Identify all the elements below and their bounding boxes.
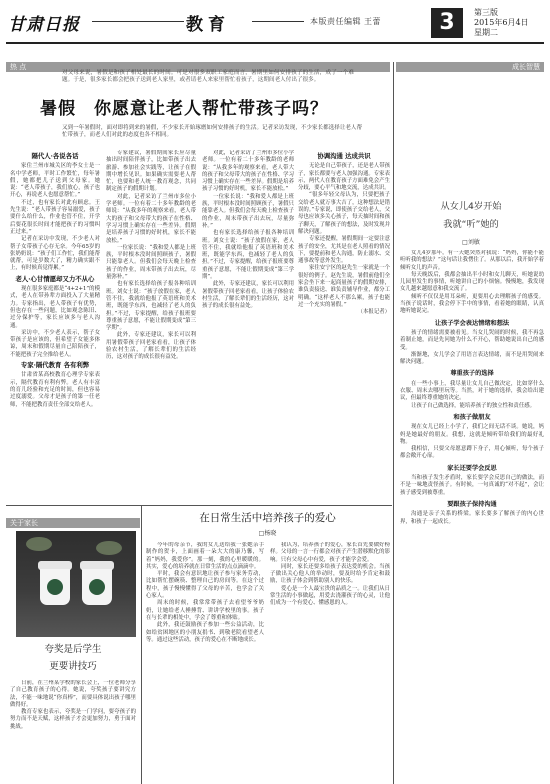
right-headline-line: 我就“听”她的	[443, 219, 499, 230]
edition-info	[474, 8, 544, 38]
masthead-rule	[6, 42, 544, 44]
paragraph: 记者在采访中发现，不少老人对帮子女带孩子心存无奈。今年65岁的张奶奶说：“孩子们工作忙，我们能帮就帮，可是岁数大了，精力确实跟不上，有时候真觉得累。”	[10, 236, 100, 272]
paragraph: 教育专家也表示，夸奖是一门学问，要夸孩子的努力而不是天赋，这样孩子才会更加努力，勇于面对挑战。	[10, 709, 136, 730]
paragraph: 专家建议，暑假期间家长应尽量抽出时间陪伴孩子，比如带孩子出去旅游、参加社会实践等，让孩子在假期中增长见识。如果确实需要老人帮忙，也要和老人统一教育观念，共同制定孩子的假期计划。	[106, 150, 196, 193]
paragraph: 无论是自己带孩子，还是老人带孩子，家长都要与老人加强沟通。专家表示，两代人在教育孩子方面难免会产生分歧，要心平气和地交流，达成共识。	[298, 163, 390, 192]
subhead: 协调沟通 达成共识	[317, 152, 371, 160]
right-byline: □刘敏	[462, 239, 480, 246]
subhead: 家长还要学会反思	[447, 464, 497, 472]
secondary-headline	[18, 641, 128, 675]
right-headline	[398, 198, 544, 234]
essay-column-2	[270, 542, 390, 782]
paragraph: 同时，家长还要多给孩子表达爱的机会。当孩子做出关心他人的举动时，要及时给予肯定和鼓励，让孩子体会到帮助别人的快乐。	[270, 563, 390, 585]
page-number-badge: 3	[431, 8, 463, 38]
cup-logo	[47, 579, 63, 595]
paragraph: 家住兰州市城关区的李女士是一名中学老师，平时工作繁忙，每年暑假，她都把儿子送到父母家。她说：“老人带孩子，我们放心，孩子也开心，再说老人也愿意帮忙。”	[10, 163, 100, 199]
section-label-hot: 热 点	[6, 62, 390, 72]
coffee-cups-photo	[16, 531, 136, 637]
issue-date: 2015年6月4日	[474, 18, 529, 27]
essay-column-1	[146, 542, 264, 782]
paragraph: 甘肃省某高校教育心理学专家表示，隔代教育有利有弊。老人有丰富的育儿经验和充足的时间，但也容易过度溺爱。父母才是孩子的第一任老师，不能把教育责任全部交给老人。	[10, 372, 100, 408]
paragraph: 平时，我会有意识地让孩子参与家务劳动，比如帮忙摆碗筷、整理自己的房间等。在这个过程中，孩子慢慢懂得了父母的辛苦，也学会了关心家人。	[146, 571, 264, 600]
secondary-headline-line: 夸奖是后学生	[44, 644, 102, 655]
paragraph: 日前，在兰州某学校的家长会上，一位老师分享了自己教育孩子的心得。她说，夸奖孩子要讲究方法，不能一味地说“你真棒”，而要具体说出孩子哪里做得好。	[10, 680, 136, 708]
paragraph: 周末的时候，我常常带孩子去看望爷爷奶奶，让她给老人捶捶背、讲讲学校里的事。孩子在与长辈的相处中，学会了尊重和体贴。	[146, 600, 264, 621]
paragraph: 也有家长选择给孩子报各种培训班。刘女士说：“孩子放假在家，老人管不住，我就给他报了英语班和美术班，既能学东西，也减轻了老人的负担。”不过，专家提醒，给孩子报班要尊重孩子意愿，不能让假期变成“第三学期”。	[202, 230, 294, 281]
paragraph: 专家还提醒，暑假期间一定要注意孩子的安全，尤其是在老人照看的情况下，要提前和老人沟通，防止溺水、交通事故等意外发生。	[298, 236, 390, 265]
paragraph: 爱心是一个人最宝贵的品质之一。让我们从日常生活的小事做起，用爱去浇灌孩子的心灵，让他们成为一个有爱心、懂感恩的人。	[270, 585, 390, 607]
subhead: 让孩子学会表达情绪和想法	[434, 319, 510, 327]
right-headline-line: 从女儿4岁开始	[440, 201, 502, 212]
subhead: 要跟孩子保持沟通	[447, 500, 497, 508]
section-divider	[6, 505, 392, 506]
subhead: 专家·隔代教育 各有利弊	[20, 361, 90, 370]
essay-byline: □杨晓	[258, 530, 277, 537]
issue-weekday: 星期二	[474, 28, 498, 37]
paragraph: 渐渐地，女儿学会了用语言表达情绪，而不是用哭闹来解决问题。	[400, 351, 544, 366]
secondary-headline-line: 更要讲技巧	[49, 661, 97, 672]
subhead: 尊重孩子的选择	[450, 370, 494, 378]
paragraph: 现在女儿已经上小学了，我们之间无话不谈。她说，妈妈是她最好的朋友。我想，这就是倾听带给我们的最好礼物。	[400, 424, 544, 445]
paragraph: 沟通是亲子关系的桥梁。家长要多了解孩子的内心世界，和孩子一起成长。	[400, 511, 544, 525]
paragraph: 家住安宁区的赵先生一家就是一个很好的例子。赵先生说，暑假前他们全家会坐下来一起商量孩子的假期安排，谁负责接送、谁负责辅导作业，都分工明确。“这样老人不那么累，孩子也能过一个充实的暑假。”	[298, 265, 390, 308]
paragraph: 在一些小事上，我尽量让女儿自己做决定，比如穿什么衣服、周末去哪里玩等。当然，对于她的选择，我会给出建议，但最终尊重她的决定。	[400, 380, 544, 402]
feature-lead: 对父母来说，暑假是和孩子相处最长的时间。可是对很多双职工家庭而言，暑期里如何安排孩子的生活，成了一个难题。于是，很多家长都会把孩子送到老人家里，或者请老人来家里帮忙看孩子，这期间老人付出了很多。	[62, 70, 354, 84]
right-article	[400, 250, 544, 780]
feature-intro: 又到一年暑假时，面对即将到来的暑假，不少家长开始琢磨如何安排孩子的生活。记者采访发现，不少家长都选择让老人帮忙带孩子，而老人们对此的态度也各不相同。	[62, 125, 362, 139]
editor-credits: 本版责任编辑 王蕾	[310, 17, 382, 26]
paragraph: 一位家长说：“我和爱人都是上班族，平时根本没时间照顾孩子，暑假只能靠老人。但我们会每天晚上检查孩子的作业，周末带孩子出去玩，尽量弥补。”	[202, 193, 294, 229]
paragraph: 当和孩子发生矛盾时，家长要学会反思自己的做法，而不是一味地责怪孩子。有时候，一句真诚的“对不起”，会让孩子感受到被尊重。	[400, 475, 544, 496]
feature-column-3	[202, 150, 294, 500]
paragraph: 让孩子自己做选择，能培养孩子的独立性和责任感。	[411, 402, 535, 409]
section-label-growth: 成长智慧	[396, 62, 544, 72]
paragraph: 也有家长选择给孩子报各种培训班。刘女士说：“孩子放假在家，老人管不住，我就给他报了英语班和美术班，既能学东西，也减轻了老人的负担。”不过，专家提醒，给孩子报班要尊重孩子意愿，不能让假期变成“第三学期”。	[106, 281, 196, 332]
feature-column-2	[106, 150, 196, 500]
cup-logo	[89, 579, 105, 595]
paragraph: 今年的母亲节，我的女儿送给我一张她亲手制作的贺卡，上面画着一朵大大的康乃馨，写着“妈妈，我爱你”。那一刻，我的心里暖暖的。其实，爱心的培养就在日常生活的点点滴滴中。	[146, 542, 264, 570]
leaf-shape	[96, 541, 122, 555]
subhead: 老人·心甘情愿却又力不从心	[15, 274, 95, 283]
feature-column-1	[10, 150, 100, 500]
paragraph: 此外，我还鼓励孩子参加一些公益活动，比如给贫困地区的小朋友捐书、到敬老院看望老人等。通过这些活动，孩子的爱心在不断地成长。	[146, 622, 264, 643]
masthead-divider	[92, 21, 184, 22]
secondary-article	[10, 680, 136, 780]
feature-headline: 暑假 你愿意让老人帮忙带孩子吗？	[40, 99, 328, 119]
paragraph: 一位家长说：“我和爱人都是上班族，平时根本没时间照顾孩子，暑假只能靠老人。但我们会每天晚上检查孩子的作业，周末带孩子出去玩，尽量弥补。”	[106, 244, 196, 281]
paragraph: 此外，专家还建议，家长可以利用暑假带孩子回老家看看，让孩子体验农村生活，了解长辈们的生活经历，这对孩子的成长很有益处。	[202, 281, 294, 310]
newspaper-name: 甘肃日报	[8, 15, 80, 35]
subhead: 和孩子做朋友	[453, 413, 491, 421]
paragraph: “很多年轻父母认为，只要把孩子交给老人就万事大吉了，这种想法是错误的。”专家说，即使孩子交给老人，父母也应该多关心孩子，每天抽时间和孩子聊天，了解孩子的想法，及时发现并解决问题。	[298, 192, 390, 235]
paragraph: 采访中，不少老人表示，帮子女带孩子是应该的，但希望子女能多体谅，周末和假期尽量自己陪陪孩子，不能把孩子完全推给老人。	[10, 329, 100, 358]
paragraph: 我相信，只要父母愿意蹲下身子，用心倾听，每个孩子都会敞开心扉。	[400, 446, 544, 460]
essay-headline: 在日常生活中培养孩子的爱心	[199, 512, 336, 524]
paragraph: 对此，记者采访了兰州市多位小学老师。一位有着二十多年教龄的老师说：“从我多年的观察来看，老人带大的孩子和父母带大的孩子在性格、学习习惯上确实存在一些差异。假期是培养孩子习惯的好时机，家长不能放松。”	[202, 150, 294, 193]
column-divider	[393, 62, 394, 784]
masthead-divider	[252, 21, 304, 22]
paragraph: 每天晚饭后，我都会抽出半小时和女儿聊天，听她说幼儿园里发生的事情，听她讲自己的小烦恼。慢慢地，我发现女儿越来越愿意和我交流了。	[400, 271, 544, 293]
feature-column-4	[298, 150, 390, 500]
article-credit: （本报记者）	[357, 309, 390, 316]
subhead: 隔代人·各说各话	[31, 152, 79, 160]
paragraph: 倾听不仅仅是用耳朵听，更要用心去理解孩子的感受。当孩子说话时，我会停下手中的事情，看着她的眼睛，认真地听她说完。	[400, 293, 544, 315]
paragraph: 孩子的情绪需要被看见。当女儿哭闹的时候，我不再急着制止她，而是先问她为什么不开心，帮助她说出自己的感受。	[400, 329, 544, 351]
column-divider	[141, 505, 142, 784]
section-title: 教育	[186, 15, 230, 35]
masthead	[0, 0, 550, 44]
paragraph: 我认为，培养孩子的爱心，家长首先要做好榜样。父母的一言一行都会对孩子产生潜移默化的影响。只有父母心中有爱，孩子才能学会爱。	[270, 542, 390, 563]
paragraph: 不过，也有家长对此有顾虑。王先生说：“老人带孩子容易溺爱，孩子要什么给什么，作业也管不住，开学后要花很长时间才能把孩子的习惯纠正过来。”	[10, 199, 100, 235]
paragraph: 对此，记者采访了兰州市多位小学老师。一位有着二十多年教龄的老师说：“从我多年的观察来看，老人带大的孩子和父母带大的孩子在性格、学习习惯上确实存在一些差异。假期是培养孩子习惯的好时机，家长不能放松。”	[106, 193, 196, 244]
paragraph: 此外，专家还建议，家长可以利用暑假带孩子回老家看看，让孩子体验农村生活，了解长辈们的生活经历，这对孩子的成长很有益处。	[106, 332, 196, 361]
paragraph: 女儿4岁那年，有一天她突然对我说：“妈妈，你能不能听听我的想法？”这句话让我愣住了。从那以后，我开始学着倾听女儿的声音。	[400, 250, 544, 271]
section-label-parents: 关于家长	[6, 518, 140, 528]
edition-label: 第三版	[474, 8, 498, 17]
paragraph: 现在很多家庭都是“4+2+1”的模式，老人在带孙辈方面投入了大量精力。专家指出，老人带孩子有优势，但也存在一些问题，比如观念陈旧、过分保护等，家长应该多与老人沟通。	[10, 286, 100, 329]
leaf-shape	[26, 537, 52, 551]
